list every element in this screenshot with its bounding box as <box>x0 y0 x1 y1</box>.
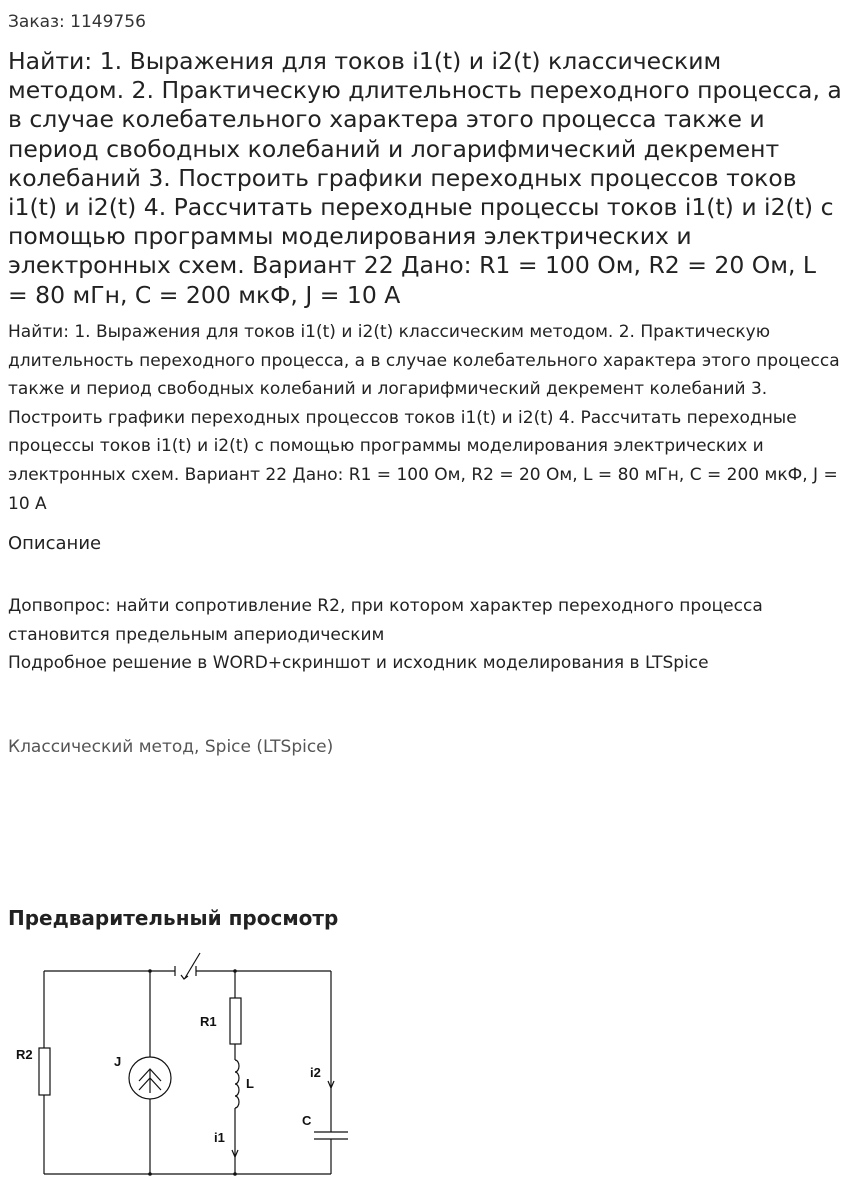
circuit-diagram <box>0 945 360 1195</box>
order-number: Заказ: 1149756 <box>8 12 146 32</box>
task-text: Найти: 1. Выражения для токов i1(t) и i2(t) классическим методом. 2. Практическую длительность переходного процесса, а в случае колебательного характера этого процесса также и период свободных колебаний и логарифмический декремент колебаний 3. Построить графики переходных процессов токов i1(t) и i2(t) 4. Рассчитать переходные процессы токов i1(t) и i2(t) с помощью программы моделирования электрических и электронных схем. Вариант 22 Дано: R1 = 100 Ом, R2 = 20 Ом, L = 80 мГн, C = 200 мкФ, J = 10 А <box>8 322 840 514</box>
description-heading: Описание <box>8 533 102 554</box>
description-line: Допвопрос: найти сопротивление R2, при котором характер переходного процесса <box>8 596 763 616</box>
label-l: L <box>246 1076 254 1091</box>
description-line: Подробное решение в WORD+скриншот и исходник моделирования в LTSpice <box>8 653 709 674</box>
label-i1: i1 <box>214 1130 225 1145</box>
label-j: J <box>114 1054 122 1069</box>
label-r2: R2 <box>16 1047 33 1062</box>
preview-heading: Предварительный просмотр <box>8 906 339 930</box>
page-title: Найти: 1. Выражения для токов i1(t) и i2(t) классическим методом. 2. Практическую длительность переходного процесса, а в случае колебательного характера этого процесса также и период свободных колебаний и логарифмический декремент колебаний 3. Построить графики переходных процессов токов i1(t) и i2(t) 4. Рассчитать переходные процессы токов i1(t) и i2(t) с помощью программы моделирования электрических и электронных схем. Вариант 22 Дано: R1 = 100 Ом, R2 = 20 Ом, L = 80 мГн, C = 200 мкФ, J = 10 А <box>8 47 842 309</box>
label-i2: i2 <box>310 1065 321 1080</box>
label-c: C <box>302 1113 312 1128</box>
label-r1: R1 <box>200 1014 217 1029</box>
description-line: становится предельным апериодическим <box>8 624 385 645</box>
description-text <box>8 592 842 678</box>
tags-line: Классический метод, Spice (LTSpice) <box>8 737 334 757</box>
